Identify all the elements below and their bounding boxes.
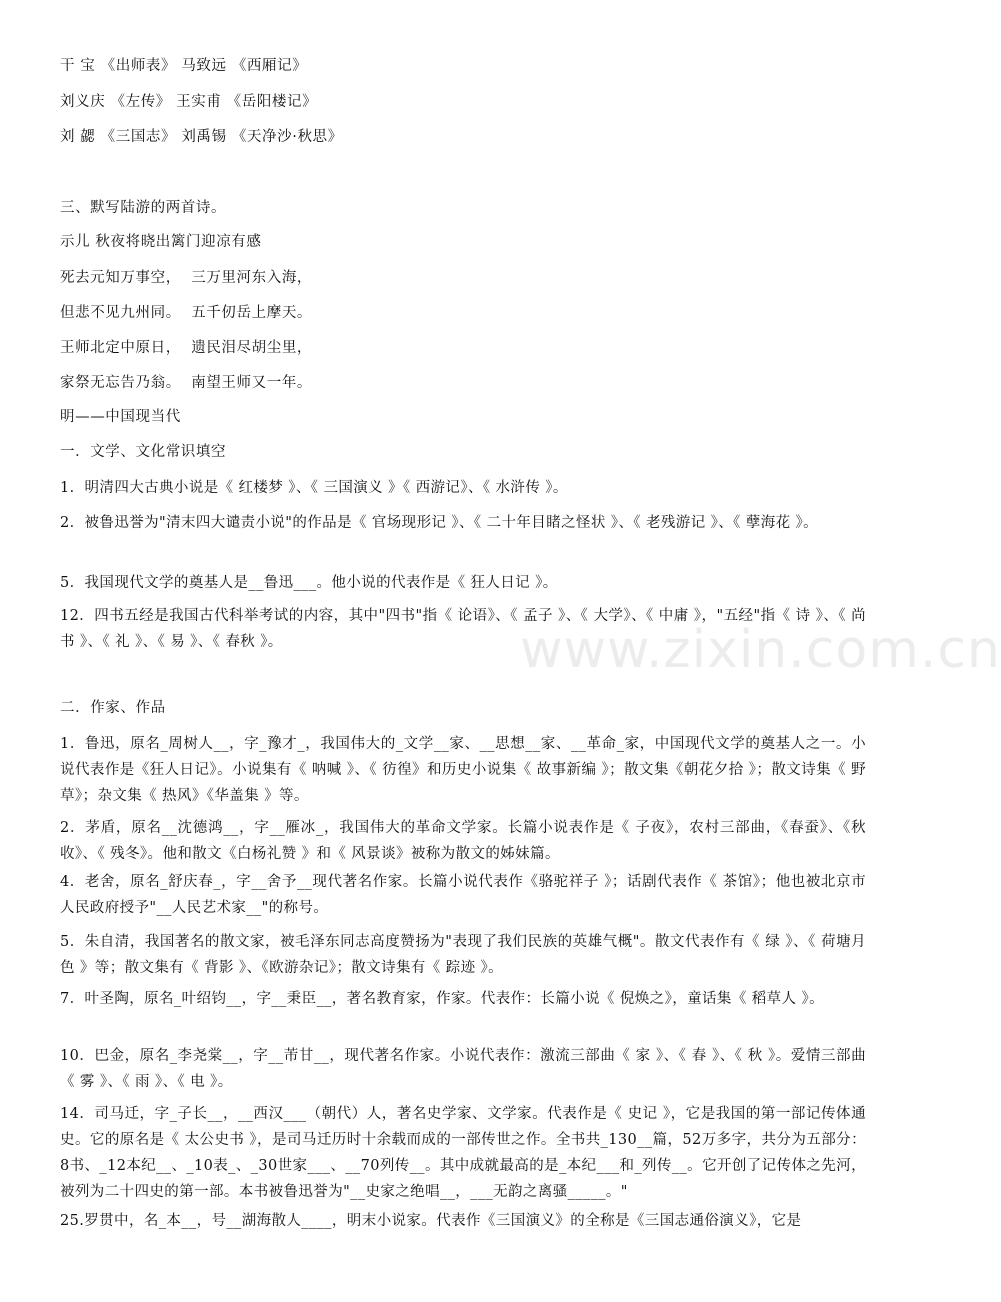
- authors-works-line: 刘义庆 《左传》 王实甫 《岳阳楼记》: [60, 94, 318, 110]
- author-entry: 1．鲁迅，原名_周树人__，字_豫才_，我国伟大的_文学__家、__思想__家、__革命_家，中国现代文学的奠基人之一。小说代表作是《狂人日记》。小说集有《 呐喊 》、《 彷徨》和历史小说集《 故事新编 》；散文集《朝花夕拾 》；散文诗集《 野草》；杂文集《 热风》《华盖集 》等。: [60, 736, 866, 804]
- author-entry: 4．老舍，原名_舒庆春_，字__舍予__现代著名作家。长篇小说代表作《骆驼祥子 》；话剧代表作《 茶馆》；他也被北京市人民政府授予"__人民艺术家__"的称号。: [60, 874, 866, 916]
- part1-heading: 一．文学、文化常识填空: [60, 444, 227, 460]
- author-entry: 5．朱自清，我国著名的散文家，被毛泽东同志高度赞扬为"表现了我们民族的英雄气概"。散文代表作有《 绿 》、《 荷塘月色 》等；散文集有《 背影 》、《欧游杂记》；散文诗集有《 踪迹 》。: [60, 934, 866, 976]
- question-item: 12．四书五经是我国古代科举考试的内容，其中"四书"指《 论语》、《 孟子 》、《 大学》、《 中庸 》，"五经"指《 诗 》、《 尚书 》、《 礼 》、《 易 》、《 春秋 》。: [60, 608, 866, 650]
- author-entry: 25.罗贯中，名_本__，号__湖海散人____，明末小说家。代表作《三国演义》的全称是《三国志通俗演义》，它是: [60, 1213, 802, 1229]
- authors-works-line: 干 宝 《出师表》 马致远 《西厢记》: [60, 58, 308, 74]
- part2-heading: 二．作家、作品: [60, 700, 166, 716]
- author-entry: 7．叶圣陶，原名_叶绍钧__，字__秉臣__，著名教育家，作家。代表作：长篇小说《 倪焕之》，童话集《 稻草人 》。: [60, 991, 824, 1007]
- section3-heading: 三、默写陆游的两首诗。: [60, 200, 227, 216]
- question-item: 2．被鲁迅誉为"清末四大谴责小说"的作品是《 官场现形记 》、《 二十年目睹之怪状 》、《 老残游记 》、《 孽海花 》。: [60, 515, 819, 531]
- watermark: www.zixin.com.cn: [520, 620, 1001, 680]
- question-item: 5．我国现代文学的奠基人是__鲁迅___。他小说的代表作是《 狂人日记 》。: [60, 575, 558, 591]
- era-heading: 明——中国现当代: [60, 409, 181, 425]
- poem-line: 死去元知万事空， 三万里河东入海，: [60, 270, 313, 286]
- author-entry: 2．茅盾，原名__沈德鸿__，字__雁冰_，我国伟大的革命文学家。长篇小说表作是《 子夜》，农村三部曲，《春蚕》、《秋收》、《 残冬》。他和散文《白杨礼赞 》和《 风景谈》被称为散文的姊妹篇。: [60, 820, 866, 862]
- poem-titles: 示儿 秋夜将晓出篱门迎凉有感: [60, 234, 262, 250]
- question-item: 1．明清四大古典小说是《 红楼梦 》、《 三国演义 》《 西游记》、《 水浒传 》。: [60, 480, 568, 496]
- poem-line: 但悲不见九州同。 五千仞岳上摩天。: [60, 305, 313, 321]
- author-entry: 14．司马迁，字_子长__，__西汉___（朝代）人，著名史学家、文学家。代表作是《 史记 》，它是我国的第一部记传体通史。它的原名是《 太公史书 》，是司马迁历时十余载而成的一部传世之作。全书共_130__篇，52万多字，共分为五部分：8书、_12本纪__、_10表_、_30世家___、__70列传__。其中成就最高的是_本纪___和_列传__。它开创了记传体之先河，被列为二十四史的第一部。本书被鲁迅誉为"__史家之绝唱__，___无韵之离骚_____。": [60, 1106, 866, 1200]
- author-entry: 10．巴金，原名_李尧棠__，字__芾甘__，现代著名作家。小说代表作：激流三部曲《 家 》、《 春 》、《 秋 》。爱情三部曲《 雾 》、《 雨 》、《 电 》。: [60, 1048, 866, 1090]
- poem-line: 王师北定中原日， 遗民泪尽胡尘里，: [60, 340, 313, 356]
- poem-line: 家祭无忘告乃翁。 南望王师又一年。: [60, 375, 313, 391]
- authors-works-line: 刘 勰 《三国志》 刘禹锡 《天净沙·秋思》: [60, 129, 343, 145]
